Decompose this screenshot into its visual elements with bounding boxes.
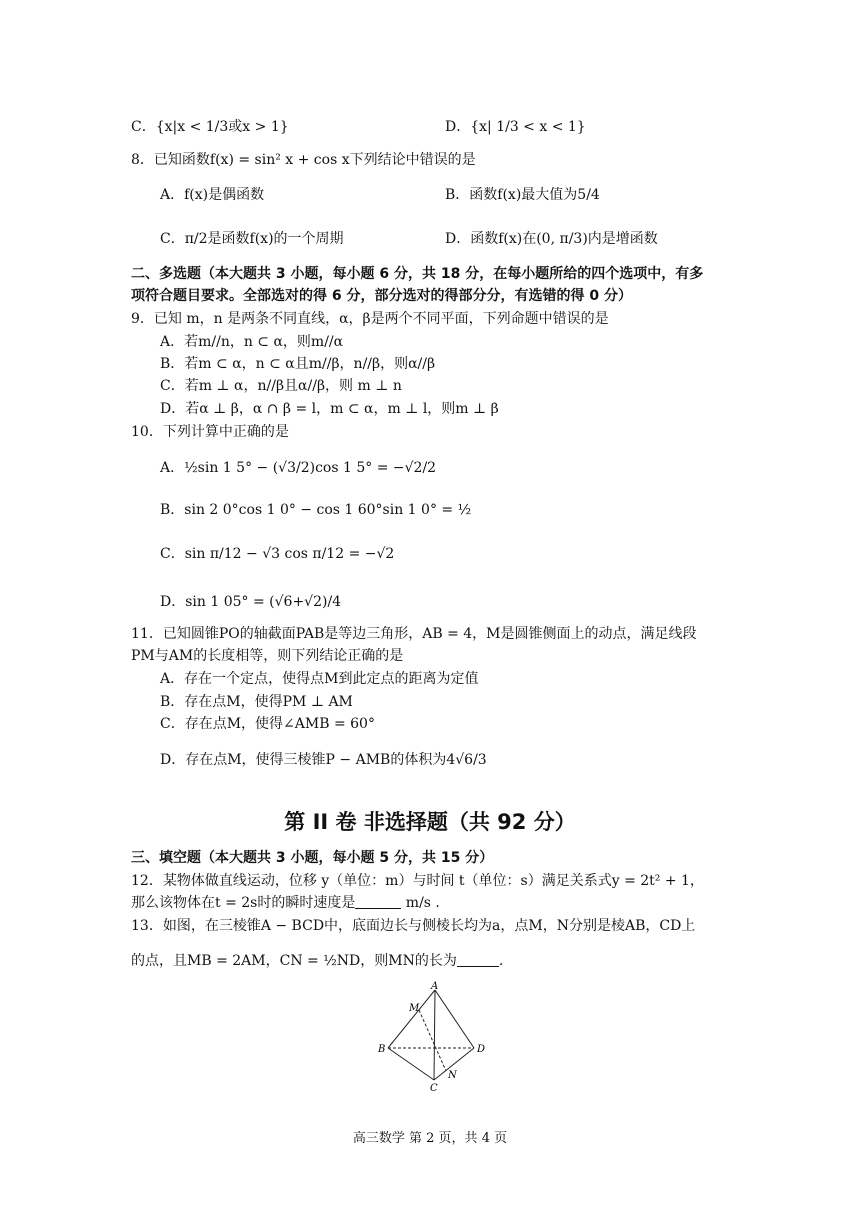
answer-blank-13 bbox=[457, 952, 499, 967]
question-11-line1: 11．已知圆锥PO的轴截面PAB是等边三角形，AB = 4，M是圆锥侧面上的动点，满足线段 bbox=[131, 626, 697, 642]
question-10-option-c: C．sin π/12 − √3 cos π/12 = −√2 bbox=[160, 546, 395, 562]
question-11-option-d: D．存在点M，使得三棱锥P − AMB的体积为4√6/3 bbox=[160, 752, 487, 768]
vertex-label-b: B bbox=[378, 1044, 386, 1055]
option-8d-prev: D．{x| 1/3 < x < 1} bbox=[445, 119, 586, 135]
question-13-line2 bbox=[131, 951, 503, 971]
question-12-line1: 12．某物体做直线运动，位移 y（单位：m）与时间 t（单位：s）满足关系式y = 2t² + 1， bbox=[131, 873, 704, 889]
question-9-option-c: C．若m ⊥ α，n//β且α//β，则 m ⊥ n bbox=[160, 378, 402, 394]
question-9-option-b: B．若m ⊂ α，n ⊂ α且m//β，n//β，则α//β bbox=[160, 356, 436, 372]
section-2-heading-line1: 二、多选题（本大题共 3 小题，每小题 6 分，共 18 分，在每小题所给的四个选项中，有多 bbox=[131, 266, 704, 282]
question-13-end: . bbox=[498, 953, 504, 969]
question-11-line2: PM与AM的长度相等，则下列结论正确的是 bbox=[131, 648, 404, 664]
question-8-option-b: B．函数f(x)最大值为5/4 bbox=[445, 187, 600, 203]
question-13-line1: 13．如图，在三棱锥A − BCD中，底面边长与侧棱长均为a，点M，N分别是棱AB，CD上 bbox=[131, 918, 696, 934]
vertex-label-n: N bbox=[448, 1070, 457, 1081]
question-10-option-b: B．sin 2 0°cos 1 0° − cos 1 60°sin 1 0° = ½ bbox=[160, 502, 472, 518]
question-8: 8．已知函数f(x) = sin² x + cos x下列结论中错误的是 bbox=[131, 152, 476, 168]
vertex-label-d: D bbox=[477, 1044, 486, 1055]
question-11-option-c: C．存在点M，使得∠AMB = 60° bbox=[160, 716, 375, 732]
question-11-option-b: B．存在点M，使得PM ⊥ AM bbox=[160, 694, 353, 710]
question-9-option-d: D．若α ⊥ β，α ∩ β = l，m ⊂ α，m ⊥ l，则m ⊥ β bbox=[160, 401, 499, 417]
question-10-option-d: D．sin 1 05° = (√6+√2)/4 bbox=[160, 594, 342, 610]
question-9: 9．已知 m，n 是两条不同直线，α，β是两个不同平面，下列命题中错误的是 bbox=[131, 311, 609, 327]
question-10-option-a: A．½sin 1 5° − (√3/2)cos 1 5° = −√2/2 bbox=[160, 460, 437, 476]
answer-blank-12 bbox=[355, 894, 401, 909]
section-2-heading-line2: 项符合题目要求。全部选对的得 6 分，部分选对的得部分分，有选错的得 0 分） bbox=[131, 288, 632, 304]
section-3-heading: 三、填空题（本大题共 3 小题，每小题 5 分，共 15 分） bbox=[131, 850, 494, 866]
vertex-label-c: C bbox=[430, 1083, 438, 1092]
option-8c-prev: C．{x|x < 1/3或x > 1} bbox=[131, 119, 289, 135]
question-13-text: 的点，且MB = 2AM，CN = ½ND，则MN的长为 bbox=[131, 953, 457, 969]
question-8-option-c: C．π/2是函数f(x)的一个周期 bbox=[160, 231, 344, 247]
question-9-option-a: A．若m//n，n ⊂ α，则m//α bbox=[160, 334, 344, 350]
vertex-label-a: A bbox=[431, 981, 439, 992]
question-12-text: 那么该物体在t = 2s时的瞬时速度是 bbox=[131, 895, 356, 911]
question-10: 10．下列计算中正确的是 bbox=[131, 424, 289, 440]
question-12-unit: m/s . bbox=[401, 895, 440, 911]
vertex-label-m: M bbox=[409, 1003, 420, 1014]
question-8-option-d: D．函数f(x)在(0, π/3)内是增函数 bbox=[445, 231, 658, 247]
part-title: 第 II 卷 非选择题（共 92 分） bbox=[284, 810, 576, 834]
tetrahedron-figure bbox=[370, 980, 495, 1092]
question-12-line2 bbox=[131, 893, 440, 913]
page-footer: 高三数学 第 2 页，共 4 页 bbox=[352, 1131, 508, 1146]
question-11-option-a: A．存在一个定点，使得点M到此定点的距离为定值 bbox=[160, 671, 479, 687]
question-8-option-a: A．f(x)是偶函数 bbox=[160, 187, 265, 203]
